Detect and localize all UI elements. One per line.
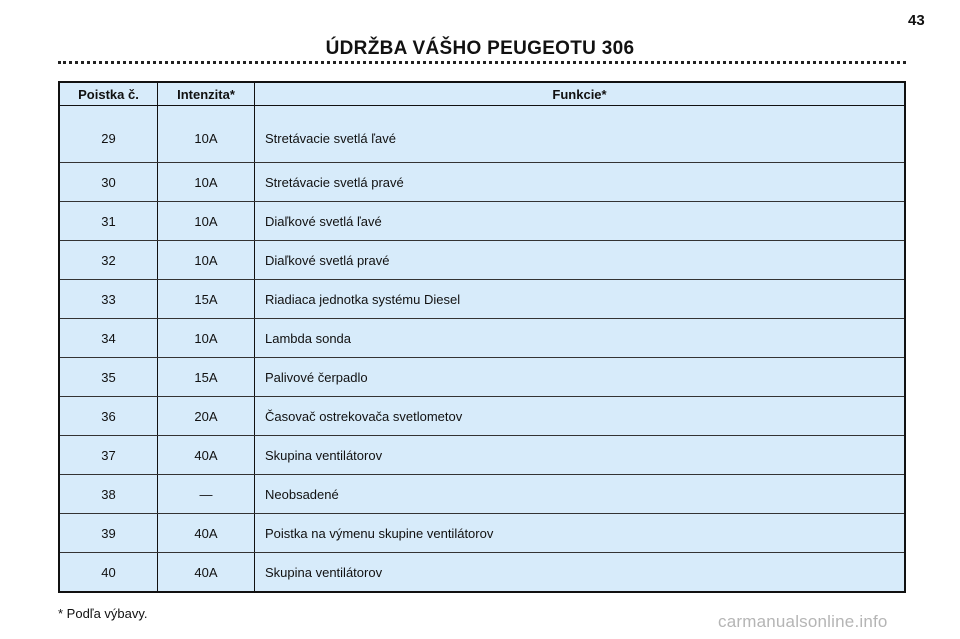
table-row (59, 436, 905, 475)
amperage-cell: — (158, 475, 255, 514)
function-cell: Riadiaca jednotka systému Diesel (255, 280, 906, 319)
function-cell: Stretávacie svetlá pravé (255, 163, 906, 202)
table-row (59, 514, 905, 553)
amperage-cell: 15A (158, 280, 255, 319)
function-cell: Poistka na výmenu skupine ventilátorov (255, 514, 906, 553)
fuse-number-cell: 39 (59, 514, 158, 553)
fuse-number-cell: 36 (59, 397, 158, 436)
amperage-cell: 15A (158, 358, 255, 397)
table-row (59, 475, 905, 514)
table-row (59, 319, 905, 358)
fuse-number-cell: 31 (59, 202, 158, 241)
amperage-cell: 10A (158, 319, 255, 358)
fuse-number-cell: 37 (59, 436, 158, 475)
function-cell: Stretávacie svetlá ľavé (255, 106, 906, 163)
amperage-cell: 40A (158, 514, 255, 553)
footnote: * Podľa výbavy. (58, 606, 148, 621)
amperage-cell: 10A (158, 202, 255, 241)
fuse-number-cell: 33 (59, 280, 158, 319)
table-row (59, 241, 905, 280)
function-cell: Diaľkové svetlá ľavé (255, 202, 906, 241)
header-amperage: Intenzita* (158, 82, 255, 106)
header-fuse-number: Poistka č. (59, 82, 158, 106)
function-cell: Palivové čerpadlo (255, 358, 906, 397)
table-row (59, 163, 905, 202)
page-number: 43 (908, 12, 925, 29)
fuse-number-cell: 35 (59, 358, 158, 397)
table-row (59, 280, 905, 319)
table-row (59, 397, 905, 436)
table-row (59, 553, 905, 593)
fuse-number-cell: 32 (59, 241, 158, 280)
function-cell: Diaľkové svetlá pravé (255, 241, 906, 280)
fuse-number-cell: 40 (59, 553, 158, 593)
amperage-cell: 10A (158, 241, 255, 280)
amperage-cell: 10A (158, 163, 255, 202)
fuse-number-cell: 34 (59, 319, 158, 358)
amperage-cell: 20A (158, 397, 255, 436)
header-function: Funkcie* (255, 82, 906, 106)
function-cell: Skupina ventilátorov (265, 564, 383, 580)
function-cell: Neobsadené (255, 475, 906, 514)
dotted-divider (58, 61, 906, 64)
function-cell: Skupina ventilátorov (255, 436, 906, 475)
table-row (59, 202, 905, 241)
fuse-table (58, 81, 906, 593)
fuse-number-cell: 29 (59, 106, 158, 163)
function-cell: Časovač ostrekovača svetlometov (255, 397, 906, 436)
watermark-text[interactable]: carmanualsonline.info (718, 612, 888, 631)
page-title: ÚDRŽBA VÁŠHO PEUGEOTU 306 (325, 38, 635, 59)
header-row (59, 82, 905, 106)
fuse-number-cell: 30 (59, 163, 158, 202)
amperage-cell: 40A (158, 553, 255, 593)
table-row (59, 106, 905, 163)
amperage-cell: 40A (158, 436, 255, 475)
amperage-cell: 10A (158, 106, 255, 163)
fuse-number-cell: 38 (59, 475, 158, 514)
function-cell: Lambda sonda (255, 319, 906, 358)
fuse-table-header (59, 82, 905, 106)
fuse-table-body (59, 106, 905, 593)
table-row (59, 358, 905, 397)
